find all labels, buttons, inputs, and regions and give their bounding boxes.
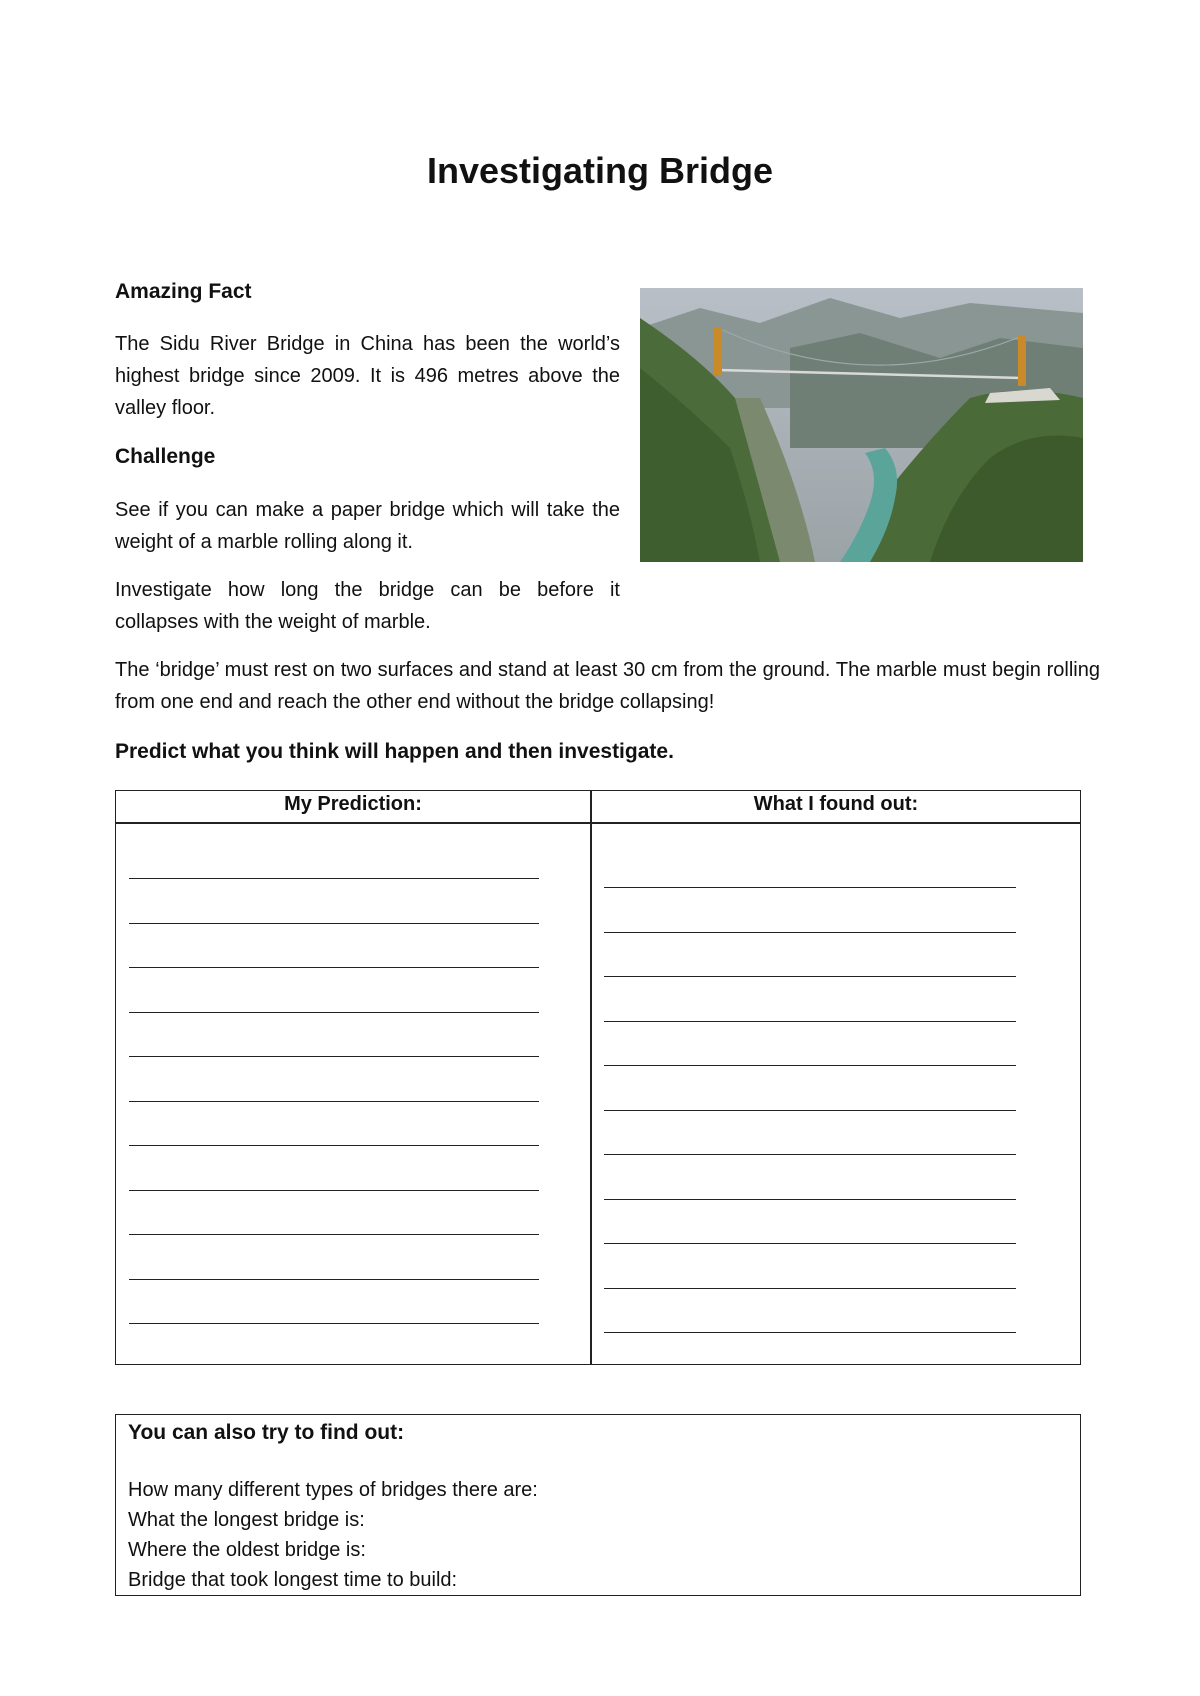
challenge-paragraph-1: See if you can make a paper bridge which will take the weight of a marble rolling along it.: [115, 499, 620, 553]
prediction-line: [129, 1145, 539, 1146]
challenge-heading: Challenge: [115, 445, 216, 468]
bridge-photo: [640, 288, 1083, 562]
prediction-line: [129, 923, 539, 924]
find-out-heading: You can also try to find out:: [128, 1421, 405, 1444]
prediction-line: [129, 1101, 539, 1102]
findings-line: [604, 932, 1016, 933]
findings-line: [604, 1110, 1016, 1111]
find-out-item: Where the oldest bridge is:: [128, 1539, 366, 1561]
prediction-line: [129, 1279, 539, 1280]
found-out-header: What I found out:: [753, 793, 919, 815]
prediction-line: [129, 878, 539, 879]
my-prediction-header: My Prediction:: [284, 793, 422, 815]
findings-line: [604, 1243, 1016, 1244]
prediction-line: [129, 1190, 539, 1191]
findings-line: [604, 1065, 1016, 1066]
findings-line: [604, 1199, 1016, 1200]
find-out-item: Bridge that took longest time to build:: [128, 1569, 458, 1591]
header-divider: [116, 822, 1080, 824]
amazing-fact-heading: Amazing Fact: [115, 280, 252, 303]
findings-line: [604, 976, 1016, 977]
page-title: Investigating Bridge: [426, 150, 774, 191]
findings-line: [604, 1332, 1016, 1333]
findings-line: [604, 1021, 1016, 1022]
predict-heading: Predict what you think will happen and then investigate.: [115, 740, 674, 763]
findings-line: [604, 1288, 1016, 1289]
prediction-table: [115, 790, 1081, 1365]
challenge-paragraph-2: Investigate how long the bridge can be before it collapses with the weight of marble.: [115, 579, 620, 633]
column-divider: [590, 791, 592, 1364]
prediction-line: [129, 1234, 539, 1235]
prediction-line: [129, 1323, 539, 1324]
find-out-item: How many different types of bridges there are:: [128, 1479, 538, 1501]
prediction-line: [129, 1056, 539, 1057]
prediction-line: [129, 1012, 539, 1013]
findings-line: [604, 887, 1016, 888]
challenge-paragraph-3: The ‘bridge’ must rest on two surfaces and stand at least 30 cm from the ground. The marble must begin rolling from one end and reach the other end without the bridge collapsing!: [115, 659, 1100, 713]
find-out-item: What the longest bridge is:: [128, 1509, 365, 1531]
findings-line: [604, 1154, 1016, 1155]
find-out-box: [115, 1414, 1081, 1596]
amazing-fact-text: The Sidu River Bridge in China has been the world’s highest bridge since 2009. It is 496 metres above the valley floor.: [115, 333, 620, 419]
prediction-line: [129, 967, 539, 968]
